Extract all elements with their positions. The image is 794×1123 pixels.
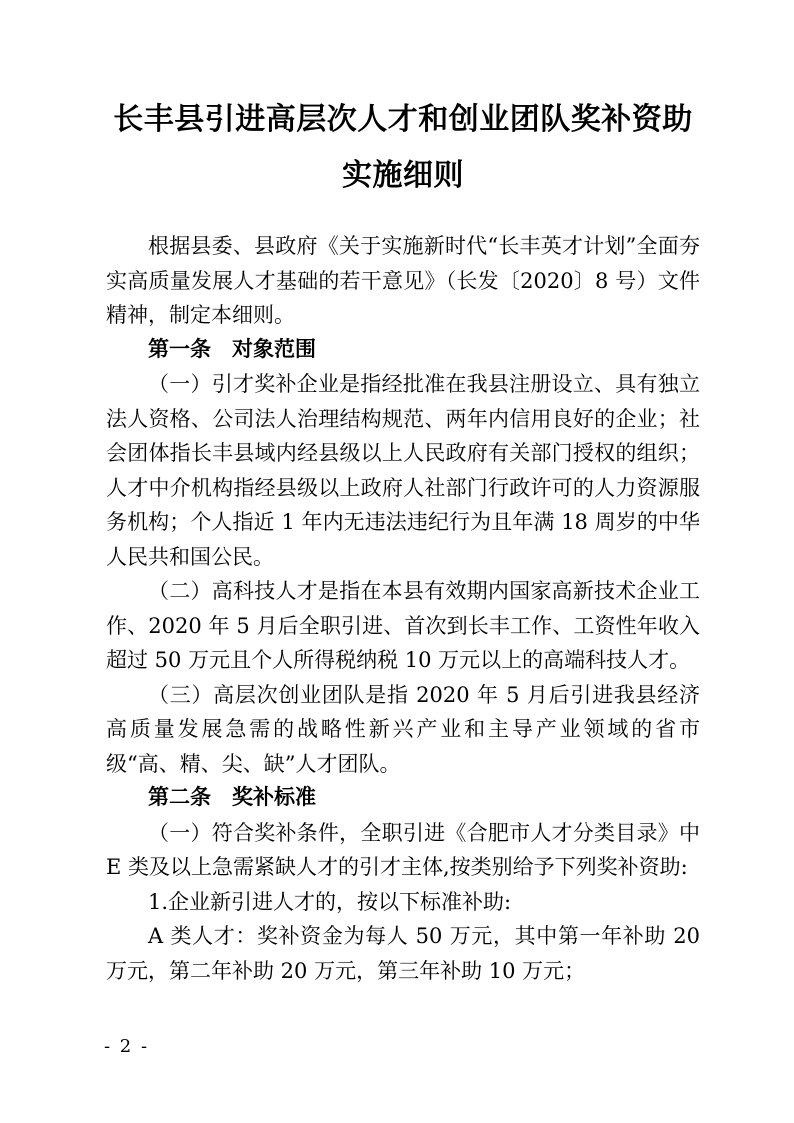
- body-paragraph: （一）引才奖补企业是指经批准在我县注册设立、具有独立法人资格、公司法人治理结构规范、两年内信用良好的企业；社会团体指长丰县域内经县级以上人民政府有关部门授权的组织；人才中介机构指经县级以上政府人社部门行政许可的人力资源服务机构；个人指近 1 年内无违法违纪行为且年满 18 周岁的中华人民共和国公民。: [106, 372, 700, 569]
- page-number: - 2 -: [104, 1036, 150, 1057]
- document-title-line-2: 实施细则: [342, 158, 464, 193]
- body-paragraph: 1.企业新引进人才的，按以下标准补助:: [148, 889, 512, 914]
- document-title-line-1: 长丰县引进高层次人才和创业团队奖补资助: [113, 102, 693, 137]
- body-paragraph: 根据县委、县政府《关于实施新时代“长丰英才计划”全面夯实高质量发展人才基础的若干意见》（长发〔2020〕8 号）文件精神，制定本细则。: [106, 234, 700, 327]
- body-paragraph: （二）高科技人才是指在本县有效期内国家高新技术企业工作、2020 年 5 月后全职引进、首次到长丰工作、工资性年收入超过 50 万元且个人所得税纳税 10 万元以上的高端科技人才。: [106, 579, 700, 672]
- body-paragraph: A 类人才：奖补资金为每人 50 万元，其中第一年补助 20 万元，第二年补助 20 万元，第三年补助 10 万元；: [106, 924, 700, 983]
- body-paragraph: （三）高层次创业团队是指 2020 年 5 月后引进我县经济高质量发展急需的战略性新兴产业和主导产业领域的省市级“高、精、尖、缺”人才团队。: [106, 682, 700, 776]
- document-body: [106, 229, 700, 988]
- section-heading: 第二条 奖补标准: [148, 786, 316, 809]
- document-title: [106, 92, 700, 204]
- section-heading: 第一条 对象范围: [148, 337, 316, 361]
- body-paragraph: （一）符合奖补条件，全职引进《合肥市人才分类目录》中 E 类及以上急需紧缺人才的引才主体,按类别给予下列奖补资助:: [106, 820, 700, 879]
